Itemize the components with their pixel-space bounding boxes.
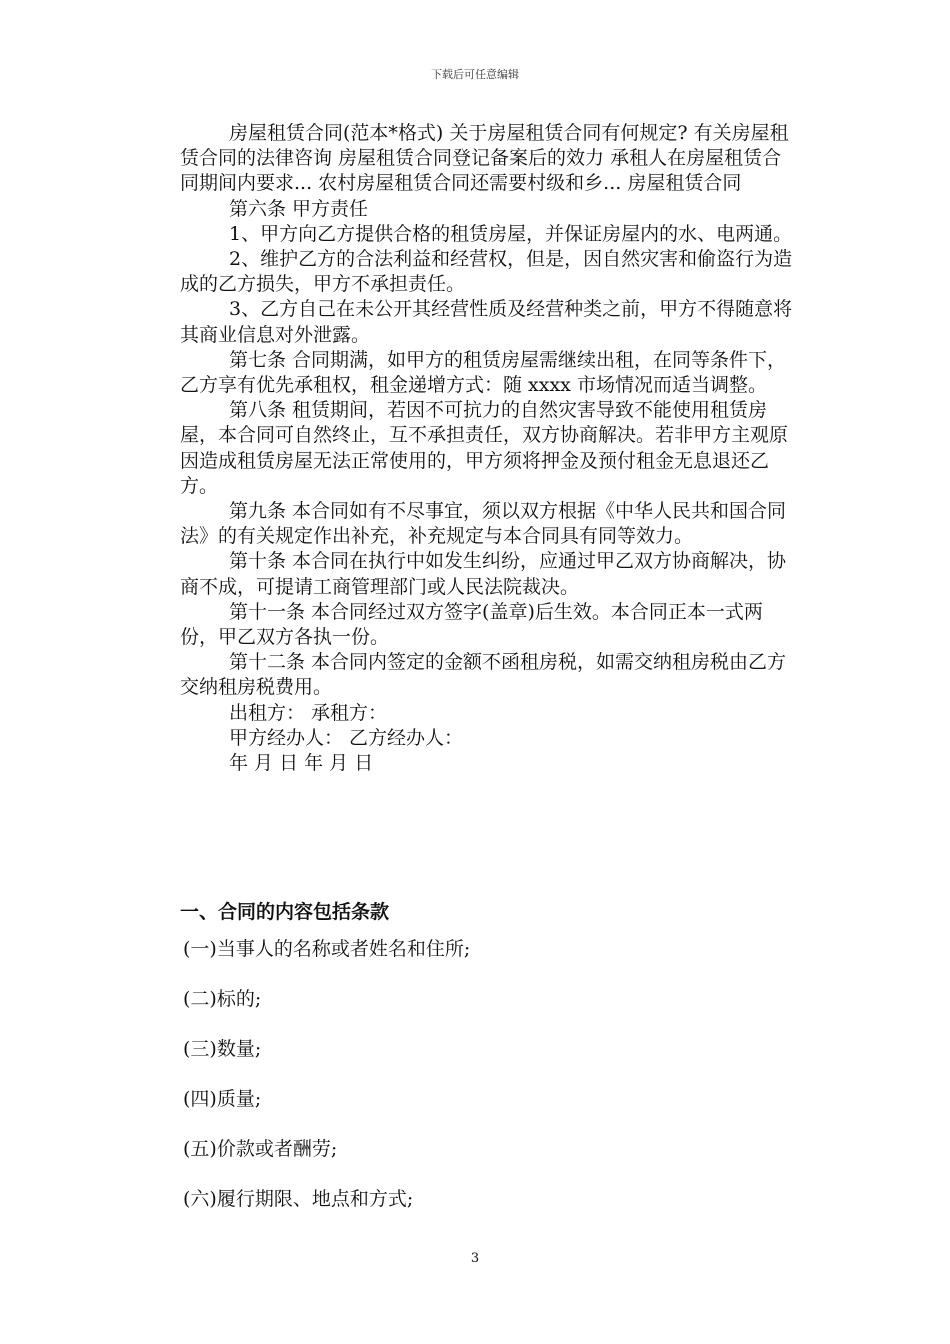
list-item: (五)价款或者酬劳;: [183, 1138, 338, 1160]
contract-body: [180, 121, 800, 776]
section-heading: 一、合同的内容包括条款: [180, 901, 390, 923]
article-10: 第十条 本合同在执行中如发生纠纷，应通过甲乙双方协商解决，协商不成，可提请工商管理部门或人民法院裁决。: [180, 550, 787, 598]
article-6-item-3: 3、乙方自己在未公开其经营性质及经营种类之前，甲方不得随意将其商业信息对外泄露。: [180, 298, 793, 346]
article-11: 第十一条 本合同经过双方签字(盖章)后生效。本合同正本一式两份，甲乙双方各执一份。: [180, 600, 763, 649]
article-8: 第八条 租赁期间，若因不可抗力的自然灾害导致不能使用租赁房屋，本合同可自然终止，互不承担责任，双方协商解决。若非甲方主观原因造成租赁房屋无法正常使用的，甲方须将押金及预付租金无息退还乙方。: [180, 399, 789, 497]
article-6-item-2: 2、维护乙方的合法利益和经营权，但是，因自然灾害和偷盗行为造成的乙方损失，甲方不承担责任。: [180, 248, 793, 296]
article-12: 第十二条 本合同内签定的金额不函租房税，如需交纳租房税由乙方交纳租房税费用。: [180, 651, 787, 699]
signature-parties: 出租方： 承租方：: [229, 701, 388, 724]
article-6-item-1: 1、甲方向乙方提供合格的租赁房屋，并保证房屋内的水、电两通。: [229, 222, 793, 245]
list-item: (三)数量;: [183, 1038, 262, 1060]
intro-paragraph: 房屋租赁合同(范本*格式) 关于房屋租赁合同有何规定? 有关房屋租赁合同的法律咨询 房屋租赁合同登记备案后的效力 承租人在房屋租赁合同期间内要求... 农村房屋租赁合同还需要村级和乡... 房屋租赁合同: [180, 122, 789, 195]
list-item: (一)当事人的名称或者姓名和住所;: [183, 938, 471, 960]
article-6-title: 第六条 甲方责任: [229, 197, 369, 220]
list-item: (四)质量;: [183, 1088, 262, 1110]
page-header: 下载后可任意编辑: [431, 68, 519, 81]
signature-dates: 年 月 日 年 月 日: [229, 752, 374, 775]
signature-agents: 甲方经办人： 乙方经办人：: [229, 726, 464, 749]
page-number: 3: [470, 1251, 480, 1266]
article-7: 第七条 合同期满，如甲方的租赁房屋需继续出租，在同等条件下，乙方享有优先承租权，租金递增方式：随 xxxx 市场情况而适当调整。: [180, 348, 787, 397]
list-item: (六)履行期限、地点和方式;: [183, 1188, 414, 1210]
signature-block: [180, 701, 800, 777]
list-item: (二)标的;: [183, 988, 262, 1010]
article-9: 第九条 本合同如有不尽事宜，须以双方根据《中华人民共和国合同法》的有关规定作出补充，补充规定与本合同具有同等效力。: [180, 500, 787, 548]
